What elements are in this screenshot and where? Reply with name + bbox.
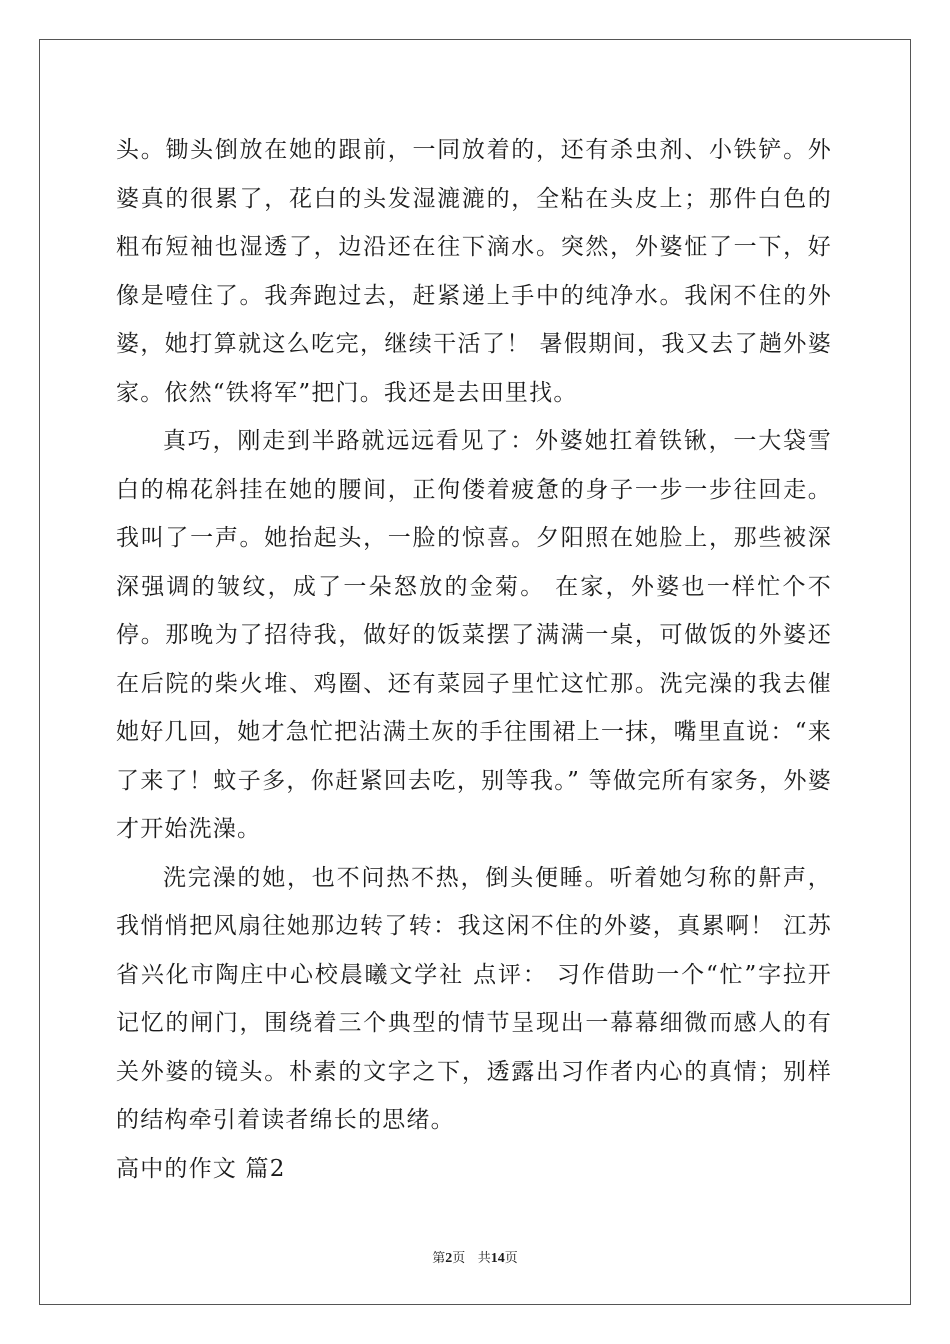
footer-total-prefix: 共 bbox=[477, 1251, 491, 1266]
paragraph-2: 真巧，刚走到半路就远远看见了：外婆她扛着铁锹，一大袋雪白的棉花斜挂在她的腰间，正佝偻着疲惫的身子一步一步往回走。我叫了一声。她抬起头，一脸的惊喜。夕阳照在她脸上，那些被深深强调的皱纹，成了一朵怒放的金菊。 在家，外婆也一样忙个不停。那晚为了招待我，做好的饭菜摆了满满一桌，可做饭的外婆还在后院的柴火堆、鸡圈、还有菜园子里忙这忙那。洗完澡的我去催她好几回，她才急忙把沾满土灰的手往围裙上一抹，嘴里直说：“来了来了！蚊子多，你赶紧回去吃，别等我。” 等做完所有家务，外婆才开始洗澡。 bbox=[116, 428, 832, 842]
page-footer bbox=[0, 1247, 950, 1267]
paragraph-3: 洗完澡的她，也不问热不热，倒头便睡。听着她匀称的鼾声，我悄悄把风扇往她那边转了转：我这闲不住的外婆，真累啊！ 江苏省兴化市陶庄中心校晨曦文学社 点评： 习作借助一个“忙”字拉开记忆的闸门，围绕着三个典型的情节呈现出一幕幕细微而感人的有关外婆的镜头。朴素的文字之下，透露出习作者内心的真情；别样的结构牵引着读者绵长的思绪。 bbox=[116, 864, 832, 1133]
footer-prefix: 第 bbox=[432, 1251, 446, 1266]
footer-total-suffix: 页 bbox=[504, 1251, 518, 1266]
paragraph-1: 头。锄头倒放在她的跟前，一同放着的，还有杀虫剂、小铁铲。外婆真的很累了，花白的头发湿漉漉的，全粘在头皮上；那件白色的粗布短袖也湿透了，边沿还在往下滴水。突然，外婆怔了一下，好像是噎住了。我奔跑过去，赶紧递上手中的纯净水。我闲不住的外婆，她打算就这么吃完，继续干活了！ 暑假期间，我又去了趟外婆家。依然“铁将军”把门。我还是去田里找。 bbox=[116, 137, 832, 406]
footer-total-pages: 14 bbox=[490, 1251, 505, 1266]
document-body bbox=[116, 126, 832, 1193]
footer-page-suffix: 页 bbox=[452, 1251, 466, 1266]
footer-page-number: 2 bbox=[445, 1251, 453, 1266]
section-heading: 高中的作文 篇2 bbox=[116, 1155, 286, 1182]
